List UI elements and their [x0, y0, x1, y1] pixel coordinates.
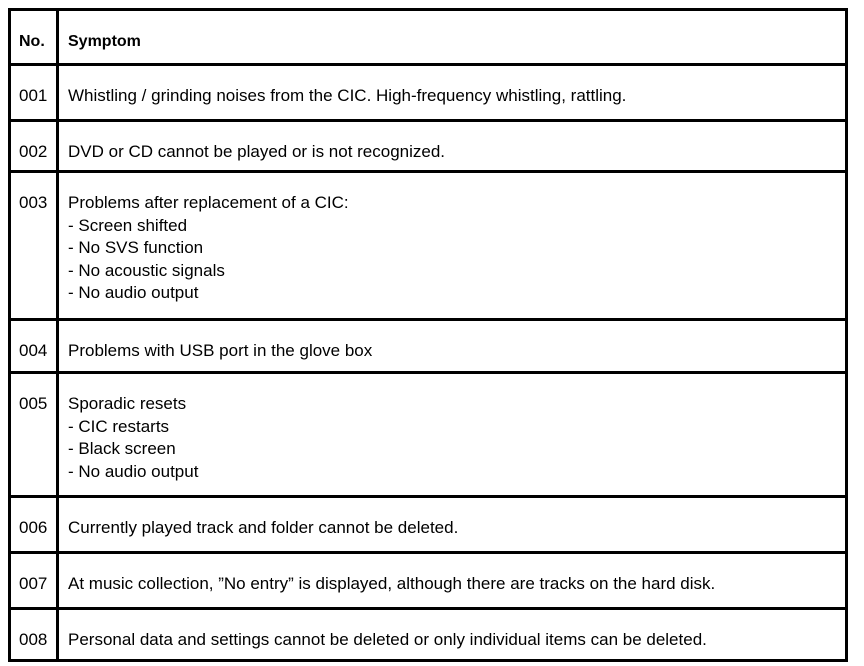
table-row — [11, 495, 845, 551]
symptom-line: Personal data and settings cannot be deleted or only individual items can be deleted. — [68, 630, 707, 649]
header-symptom: Symptom — [68, 33, 141, 50]
symptom-line: - Screen shifted — [68, 215, 188, 235]
symptom-line: - CIC restarts — [68, 416, 170, 436]
row-number: 002 — [11, 122, 59, 170]
row-symptom — [59, 66, 845, 119]
row-number: 008 — [11, 610, 59, 659]
symptom-table — [8, 8, 848, 662]
header-no: No. — [11, 11, 59, 63]
row-symptom — [59, 321, 845, 371]
row-number: 003 — [11, 173, 59, 318]
row-number: 004 — [11, 321, 59, 371]
symptom-line: - No audio output — [68, 283, 199, 302]
row-number: 005 — [11, 374, 59, 495]
row-symptom — [59, 498, 845, 551]
symptom-line: Currently played track and folder cannot be deleted. — [68, 518, 459, 537]
row-number: 006 — [11, 498, 59, 551]
row-symptom — [59, 122, 845, 170]
symptom-line: Problems after replacement of a CIC: — [68, 193, 349, 212]
row-symptom — [59, 610, 845, 659]
symptom-line: - No audio output — [68, 461, 199, 481]
symptom-line: Whistling / grinding noises from the CIC. High-frequency whistling, rattling. — [68, 86, 627, 105]
table-row — [11, 63, 845, 119]
row-number: 007 — [11, 554, 59, 607]
symptom-line: At music collection, ”No entry” is displayed, although there are tracks on the hard disk. — [68, 574, 716, 593]
symptom-line: DVD or CD cannot be played or is not recognized. — [68, 142, 446, 161]
row-number: 001 — [11, 66, 59, 119]
symptom-line: Problems with USB port in the glove box — [68, 341, 373, 360]
table-row — [11, 607, 845, 659]
symptom-line: Sporadic resets — [68, 394, 187, 413]
symptom-line: - No SVS function — [68, 238, 204, 257]
row-symptom — [59, 173, 845, 318]
symptom-line: - No acoustic signals — [68, 260, 225, 280]
row-symptom — [59, 374, 845, 495]
table-row — [11, 371, 845, 495]
row-symptom — [59, 554, 845, 607]
table-row — [11, 119, 845, 170]
table-row — [11, 170, 845, 318]
symptom-line: - Black screen — [68, 439, 176, 458]
table-row — [11, 551, 845, 607]
table-header-row — [11, 11, 845, 63]
table-row — [11, 318, 845, 371]
